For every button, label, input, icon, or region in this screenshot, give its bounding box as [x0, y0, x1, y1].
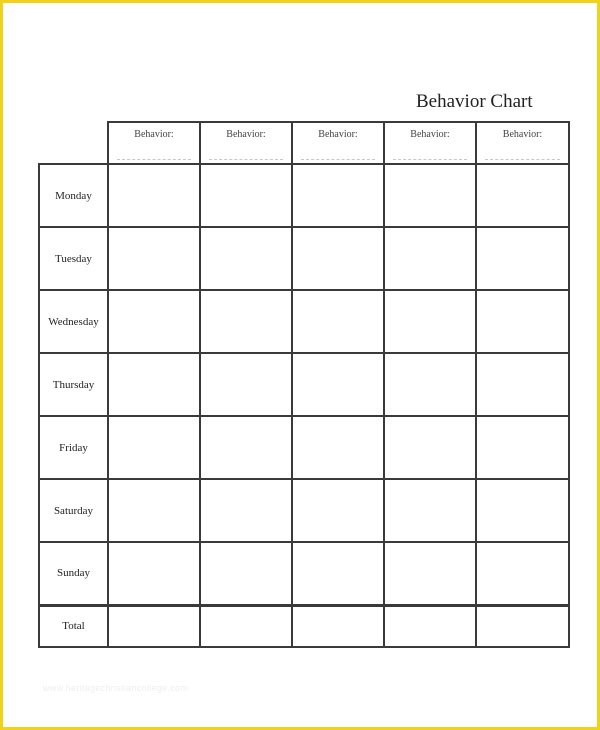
entry-cell[interactable] [292, 542, 384, 605]
day-label: Saturday [39, 479, 108, 542]
day-label: Monday [39, 164, 108, 227]
day-label: Sunday [39, 542, 108, 605]
behavior-underline [393, 159, 467, 160]
day-row-wednesday [39, 290, 569, 353]
total-cell[interactable] [476, 605, 569, 647]
behavior-header-label: Behavior: [502, 129, 543, 140]
entry-cell[interactable] [200, 164, 292, 227]
behavior-underline [485, 159, 560, 160]
behavior-chart-table [38, 121, 570, 648]
header-row [39, 122, 569, 164]
entry-cell[interactable] [292, 164, 384, 227]
behavior-header-label: Behavior: [318, 129, 358, 140]
entry-cell[interactable] [384, 227, 476, 290]
entry-cell[interactable] [200, 290, 292, 353]
entry-cell[interactable] [108, 416, 200, 479]
entry-cell[interactable] [292, 416, 384, 479]
entry-cell[interactable] [384, 290, 476, 353]
total-cell[interactable] [292, 605, 384, 647]
entry-cell[interactable] [476, 416, 569, 479]
day-row-saturday [39, 479, 569, 542]
entry-cell[interactable] [384, 416, 476, 479]
behavior-header-5[interactable] [476, 122, 569, 164]
behavior-header-label: Behavior: [410, 129, 450, 140]
entry-cell[interactable] [384, 542, 476, 605]
behavior-header-2[interactable] [200, 122, 292, 164]
day-row-thursday [39, 353, 569, 416]
behavior-underline [301, 159, 375, 160]
entry-cell[interactable] [108, 542, 200, 605]
day-label: Friday [39, 416, 108, 479]
entry-cell[interactable] [384, 479, 476, 542]
entry-cell[interactable] [108, 227, 200, 290]
entry-cell[interactable] [108, 164, 200, 227]
entry-cell[interactable] [200, 479, 292, 542]
entry-cell[interactable] [200, 353, 292, 416]
entry-cell[interactable] [476, 164, 569, 227]
entry-cell[interactable] [476, 227, 569, 290]
chart-title: Behavior Chart [416, 91, 533, 112]
entry-cell[interactable] [476, 479, 569, 542]
behavior-header-3[interactable] [292, 122, 384, 164]
entry-cell[interactable] [200, 227, 292, 290]
entry-cell[interactable] [292, 479, 384, 542]
behavior-header-1[interactable] [108, 122, 200, 164]
entry-cell[interactable] [292, 227, 384, 290]
watermark: www.heritagechristiancollege.com [43, 683, 189, 693]
entry-cell[interactable] [292, 353, 384, 416]
day-row-tuesday [39, 227, 569, 290]
total-cell[interactable] [108, 605, 200, 647]
entry-cell[interactable] [108, 353, 200, 416]
day-label: Wednesday [39, 290, 108, 353]
entry-cell[interactable] [108, 290, 200, 353]
total-row [39, 605, 569, 647]
behavior-underline [209, 159, 283, 160]
entry-cell[interactable] [108, 479, 200, 542]
behavior-header-label: Behavior: [134, 129, 174, 140]
behavior-header-label: Behavior: [226, 129, 266, 140]
day-row-sunday [39, 542, 569, 605]
entry-cell[interactable] [292, 290, 384, 353]
behavior-header-4[interactable] [384, 122, 476, 164]
day-row-friday [39, 416, 569, 479]
entry-cell[interactable] [476, 290, 569, 353]
day-row-monday [39, 164, 569, 227]
corner-cell [39, 122, 108, 164]
total-cell[interactable] [384, 605, 476, 647]
behavior-underline [117, 159, 191, 160]
entry-cell[interactable] [476, 542, 569, 605]
entry-cell[interactable] [200, 542, 292, 605]
entry-cell[interactable] [384, 353, 476, 416]
entry-cell[interactable] [200, 416, 292, 479]
entry-cell[interactable] [476, 353, 569, 416]
total-cell[interactable] [200, 605, 292, 647]
entry-cell[interactable] [384, 164, 476, 227]
day-label: Tuesday [39, 227, 108, 290]
day-label: Thursday [39, 353, 108, 416]
total-label: Total [39, 605, 108, 647]
